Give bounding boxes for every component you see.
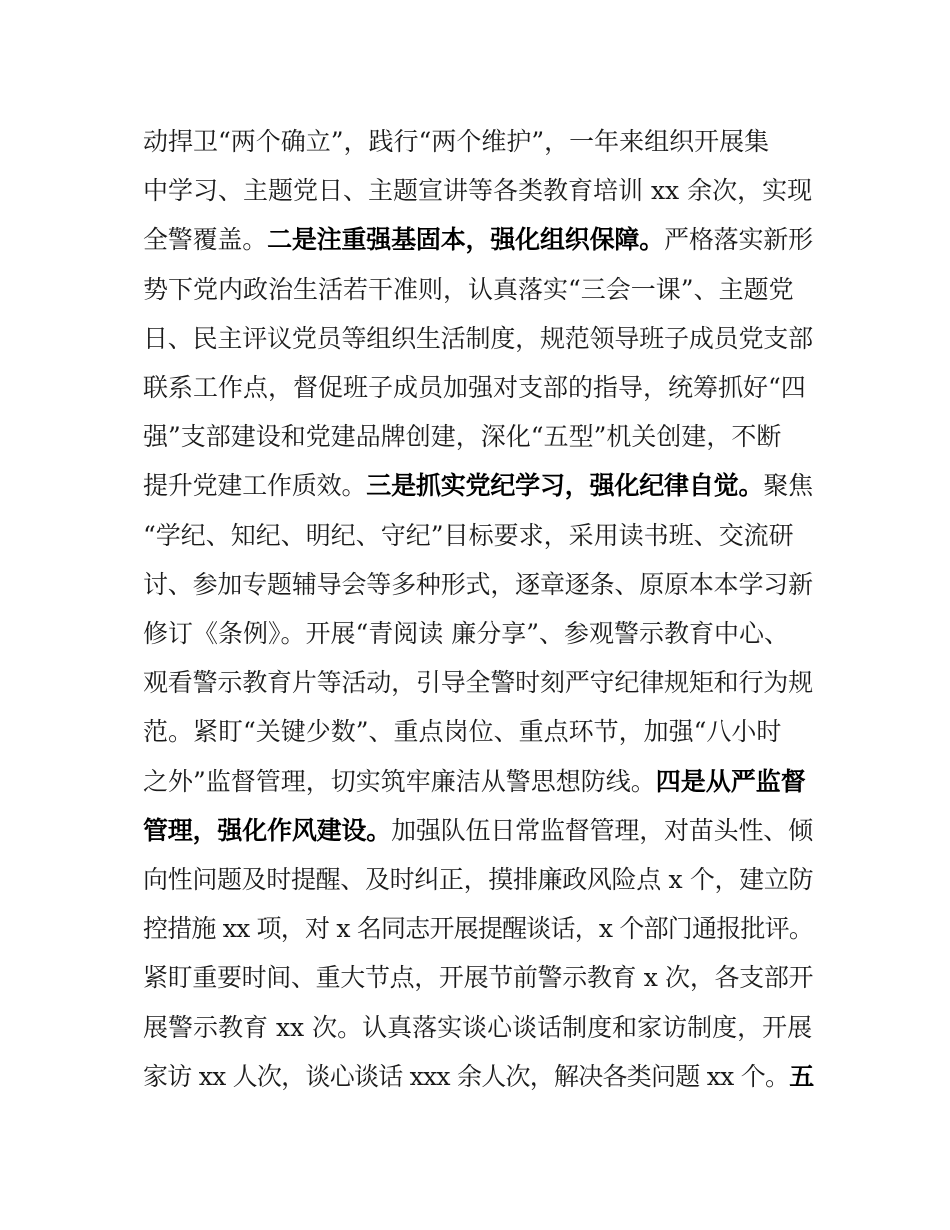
text-run: 中学习、主题党日、主题宣讲等各类教育培训 xx 余次，实现 <box>143 176 813 205</box>
text-run: 紧盯重要时间、重大节点，开展节前警示教育 x 次，各支部开 <box>143 963 814 992</box>
text-run: 家访 xx 人次，谈心谈话 xxx 余人次，解决各类问题 xx 个。 <box>143 1062 790 1091</box>
text-line <box>143 811 813 851</box>
bold-heading-run: 二是注重强基固本，强化组织保障。 <box>267 225 665 254</box>
text-run: 强”支部建设和党建品牌创建，深化“五型”机关创建，不断 <box>143 422 782 451</box>
text-line <box>143 368 813 408</box>
text-line <box>143 614 813 654</box>
text-run: 展警示教育 xx 次。认真落实谈心谈话制度和家访制度，开展 <box>143 1013 813 1042</box>
text-run: 加强队伍日常监督管理，对苗头性、倾 <box>391 816 813 845</box>
text-run: 提升党建工作质效。 <box>143 471 367 500</box>
text-line <box>143 1008 813 1048</box>
text-run: 日、民主评议党员等组织生活制度，规范领导班子成员党支部 <box>143 324 813 353</box>
bold-heading-run: 五 <box>789 1062 814 1091</box>
text-line <box>143 565 813 605</box>
text-line <box>143 270 813 310</box>
text-line <box>143 466 813 506</box>
text-line <box>143 860 813 900</box>
bold-heading-run: 管理，强化作风建设。 <box>143 816 392 845</box>
text-run: 之外”监督管理，切实筑牢廉洁从警思想防线。 <box>143 767 656 796</box>
bold-heading-run: 四是从严监督 <box>655 767 806 796</box>
text-run: 向性问题及时提醒、及时纠正，摸排廉政风险点 x 个，建立防 <box>143 865 814 894</box>
text-run: 严格落实新形 <box>664 225 813 254</box>
text-line <box>143 417 813 457</box>
text-line <box>143 663 813 703</box>
text-run: “学纪、知纪、明纪、守纪”目标要求，采用读书班、交流研 <box>143 521 794 550</box>
text-run: 全警覆盖。 <box>143 225 268 254</box>
text-run: 修订《条例》。开展“青阅读 廉分享”、参观警示教育中心、 <box>143 619 790 648</box>
text-line <box>143 958 813 998</box>
text-line <box>143 171 813 211</box>
text-line <box>143 909 813 949</box>
text-run: 讨、参加专题辅导会等多种形式，逐章逐条、原原本本学习新 <box>143 570 813 599</box>
text-line <box>143 122 813 162</box>
text-line <box>143 220 813 260</box>
text-run: 聚焦 <box>763 471 813 500</box>
text-line <box>143 712 813 752</box>
text-run: 联系工作点，督促班子成员加强对支部的指导，统筹抓好“四 <box>143 373 806 402</box>
text-line <box>143 1057 813 1097</box>
text-line <box>143 516 813 556</box>
bold-heading-run: 三是抓实党纪学习，强化纪律自觉。 <box>366 471 764 500</box>
text-line <box>143 762 813 802</box>
text-run: 范。紧盯“关键少数”、重点岗位、重点环节，加强“八小时 <box>143 717 782 746</box>
text-run: 动捍卫“两个确立”，践行“两个维护”，一年来组织开展集 <box>143 127 770 156</box>
text-run: 控措施 xx 项，对 x 名同志开展提醒谈话，x 个部门通报批评。 <box>143 914 814 943</box>
text-run: 势下党内政治生活若干准则，认真落实“三会一课”、主题党 <box>143 275 794 304</box>
text-line <box>143 319 813 359</box>
text-run: 观看警示教育片等活动，引导全警时刻严守纪律规矩和行为规 <box>143 668 813 697</box>
